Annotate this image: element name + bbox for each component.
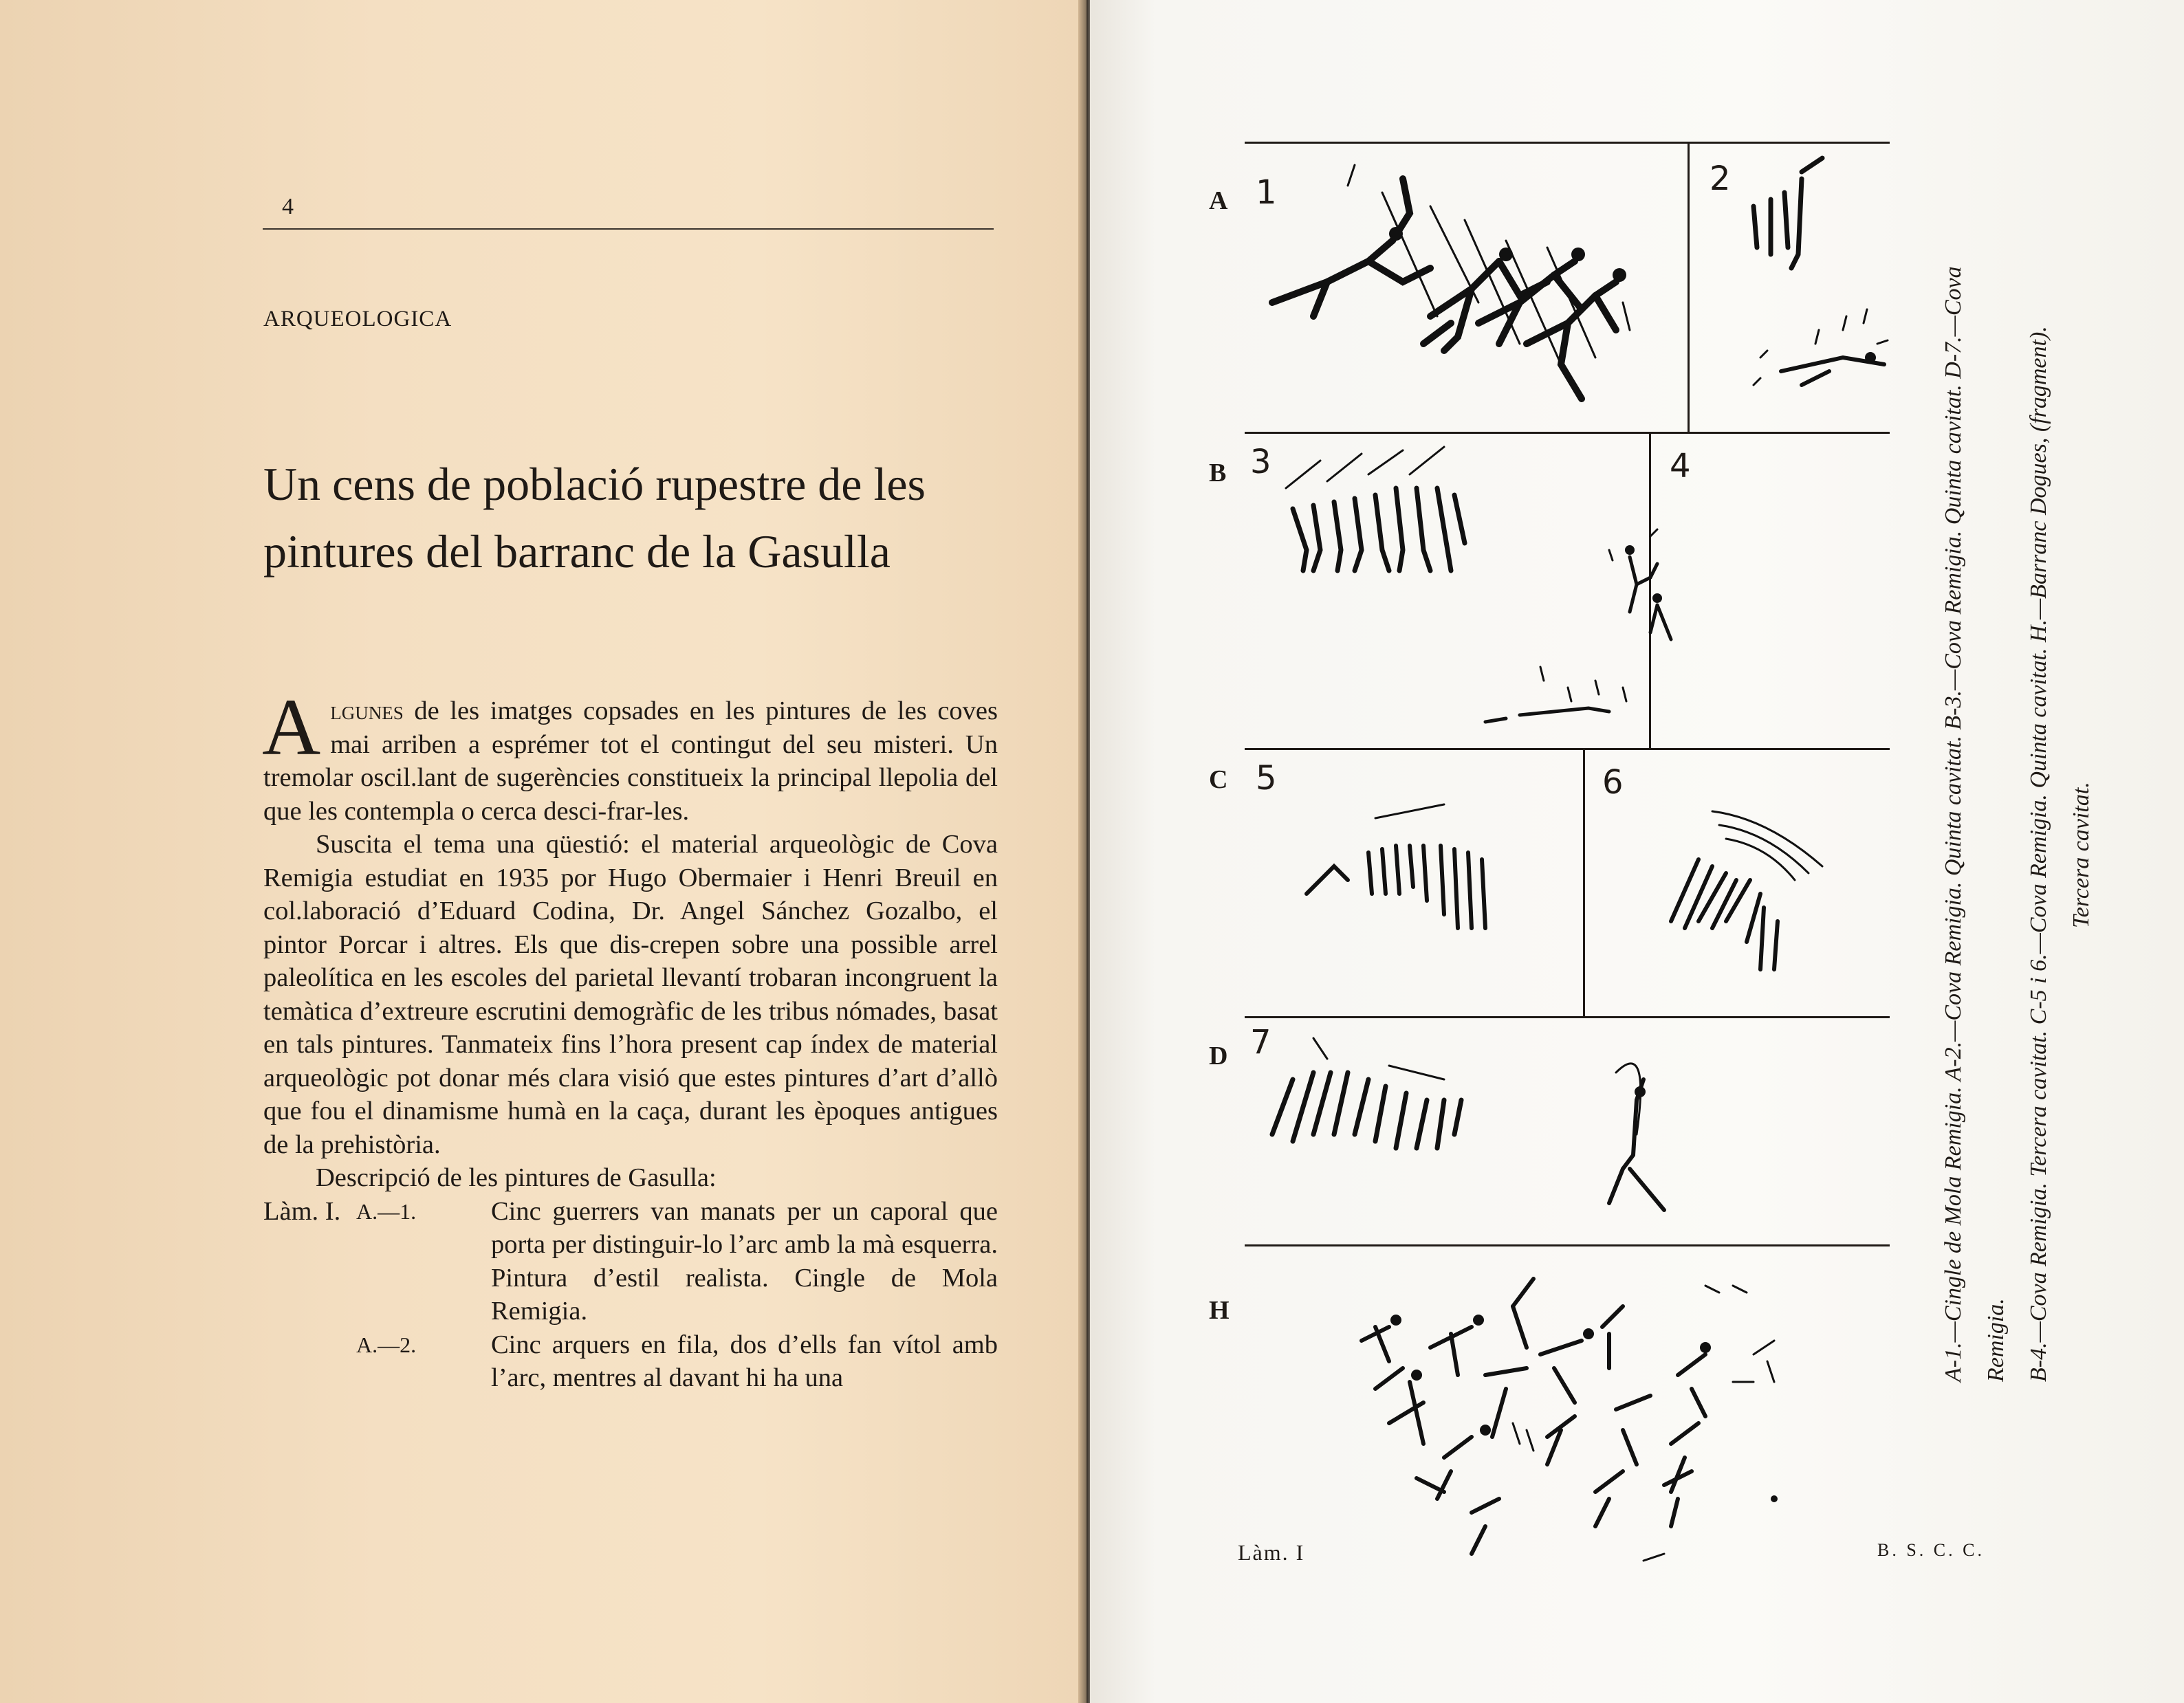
- entry-ref: A.—1.: [356, 1198, 417, 1224]
- row-label-d: D: [1209, 1042, 1228, 1070]
- row-label-c: C: [1209, 765, 1228, 794]
- intro-text: de les imatges copsades en les pintures de les coves mai arriben a esprémer tot el contingut del seu misteri. Un tremolar oscil.lant de sugerències constitueix la principal llepolia del que les contempla o cerca desci-frar-les.: [263, 696, 998, 826]
- row-label-h: H: [1209, 1296, 1230, 1325]
- article-title: [263, 450, 999, 585]
- figure-a1-warriors: [1272, 165, 1630, 426]
- figure-number-4: 4: [1670, 447, 1691, 485]
- figure-a2-archers: [1740, 151, 1898, 413]
- page-number: 4: [282, 194, 294, 219]
- paragraph-context: Suscita el tema una qüestió: el material arqueològic de Cova Remigia estudiat en 1935 por Hugo Obermaier i Henri Breuil en col.laboració d’Eduard Codina, Dr. Angel Sánchez Gozalbo, el pintor Porcar i altres. Els que dis-crepen sobre una possible arrel paleolítica en les escoles del parietal llevantí trobaran incongruent la temàtica d’extreure escrutini demogràfic de les tribus nómades, basat en tals pintures. Tanmateix fins l’hora present cap índex de material arqueològic pot donar més clara visió que estes pintures d’art d’allò que fou el dinamisme humà en la caça, durant les èpoques antigues de la prehistòria.: [263, 830, 998, 1159]
- frame-rule-cd: [1245, 1016, 1890, 1018]
- figure-number-5: 5: [1256, 759, 1277, 798]
- frame-rule-dh: [1245, 1244, 1890, 1246]
- frame-rule-ab: [1245, 432, 1890, 434]
- figure-c6-hunters: [1657, 804, 1836, 969]
- caption-line-2: B-4.—Cova Remigia. Tercera cavitat. C-5 i 6.—Cova Remigia. Quinta cavitat. H.—Barranc Dogues, (fragment).: [2026, 326, 2051, 1382]
- figure-number-6: 6: [1602, 763, 1624, 802]
- row-label-a: A: [1209, 186, 1228, 215]
- entry-plate: [263, 1328, 356, 1395]
- paragraph-description-intro: Descripció de les pintures de Gasulla:: [316, 1163, 717, 1192]
- figure-number-3: 3: [1250, 443, 1271, 481]
- figure-d7-figures: [1265, 1031, 1678, 1224]
- plate-caption: [1932, 254, 2103, 1382]
- plate-entry: [263, 1328, 998, 1395]
- drop-cap: A: [262, 682, 321, 772]
- figure-h-fragment: [1348, 1265, 1815, 1574]
- publisher-mark: B. S. C. C.: [1877, 1540, 1985, 1560]
- title-line-1: Un cens de població rupestre de les: [263, 458, 926, 510]
- figure-number-1: 1: [1256, 173, 1277, 212]
- figure-number-2: 2: [1710, 160, 1731, 198]
- frame-divider-c: [1583, 748, 1585, 1018]
- title-line-2: pintures del barranc de la Gasulla: [263, 525, 891, 578]
- frame-divider-a: [1688, 142, 1690, 433]
- figure-b4-hunters: [1465, 523, 1685, 729]
- caption-line-3: Tercera cavitat.: [2068, 782, 2094, 928]
- frame-rule-bc: [1245, 748, 1890, 750]
- paragraph-intro: [262, 682, 998, 828]
- article-body: [262, 682, 998, 1395]
- intro-smallcaps: lgunes: [330, 696, 404, 725]
- caption-line-1: A-1.—Cingle de Mola Remigia. A-2.—Cova Remigia. Quinta cavitat. B-3.—Cova Remigia. Quinta cavitat. D-7.—Cova Remigia.: [1941, 266, 2009, 1382]
- figure-number-7: 7: [1250, 1023, 1271, 1062]
- entry-ref: A.—2.: [356, 1332, 417, 1357]
- plate-entry: [263, 1195, 998, 1328]
- entry-text: Cinc guerrers van manats per un caporal que porta per distinguir-lo l’arc amb la mà esquerra. Pintura d’estil realista. Cingle de Mola Remigia.: [491, 1196, 998, 1326]
- figure-c5-figures: [1307, 798, 1513, 935]
- row-label-b: B: [1209, 459, 1227, 487]
- section-heading: ARQUEOLOGICA: [263, 307, 452, 331]
- plate-label: Làm. I: [1238, 1540, 1305, 1565]
- header-rule: [263, 228, 994, 230]
- frame-rule-top: [1245, 142, 1890, 144]
- entry-plate: Làm. I.: [263, 1196, 341, 1226]
- figure-b3-figures: [1279, 447, 1472, 578]
- entry-text: Cinc arquers en fila, dos d’ells fan vítol amb l’arc, mentres al davant hi ha una: [491, 1330, 998, 1392]
